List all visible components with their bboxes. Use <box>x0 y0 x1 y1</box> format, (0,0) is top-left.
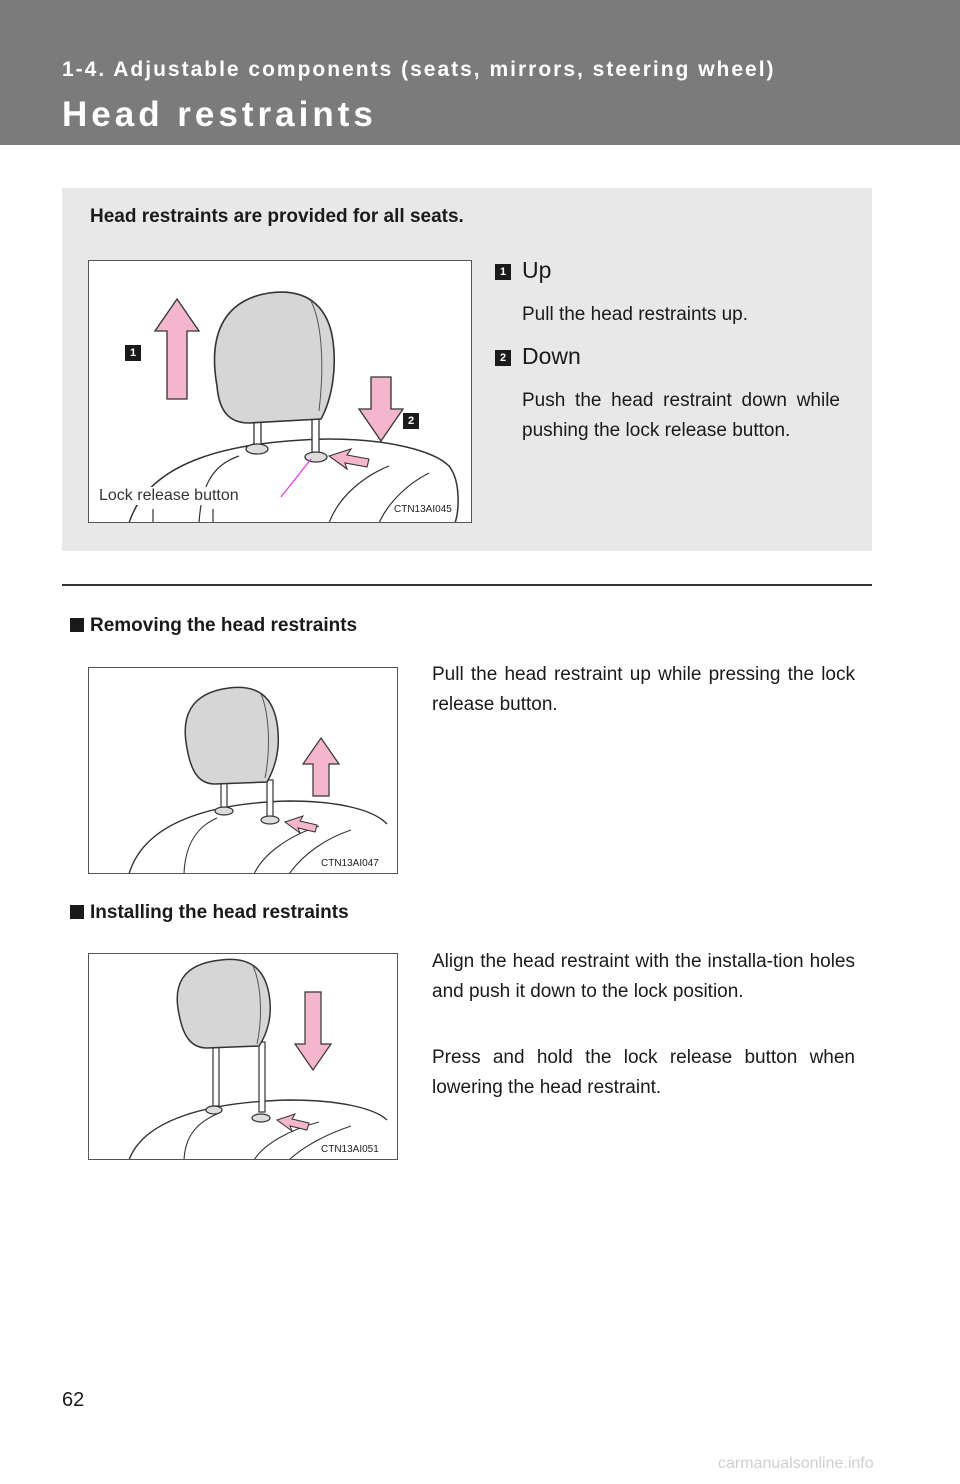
installing-text-2: Press and hold the lock release button when lowering the head restraint. <box>432 1047 855 1098</box>
head-restraint-illustration <box>89 261 472 523</box>
page-title: Head restraints <box>62 95 377 134</box>
bullet-square-icon <box>70 618 84 632</box>
figure-removing <box>88 667 398 874</box>
callout-2-badge: 2 <box>403 413 419 429</box>
heading-removing-text: Removing the head restraints <box>90 615 358 636</box>
step-2-title: Down <box>522 343 581 369</box>
figure-installing <box>88 953 398 1160</box>
step-1-description: Pull the head restraints up. <box>522 304 749 325</box>
heading-installing <box>70 902 349 924</box>
section-path: 1-4. Adjustable components (seats, mirrors, steering wheel) <box>62 58 776 81</box>
figure-code: CTN13AI045 <box>394 504 452 515</box>
removing-illustration <box>89 668 398 874</box>
step-1-title: Up <box>522 257 552 283</box>
step-2-badge: 2 <box>495 350 511 366</box>
figure-code: CTN13AI051 <box>321 1144 379 1155</box>
installing-text-1: Align the head restraint with the installa-tion holes and push it down to the lock position. <box>432 951 855 1002</box>
heading-removing <box>70 615 357 637</box>
figure-code: CTN13AI047 <box>321 858 379 869</box>
lock-release-label: Lock release button <box>99 487 239 504</box>
callout-1-badge: 1 <box>125 345 141 361</box>
step-1-badge: 1 <box>495 264 511 280</box>
step-2-description: Push the head restraint down while pushing the lock release button. <box>522 390 840 441</box>
removing-text: Pull the head restraint up while pressing the lock release button. <box>432 664 855 715</box>
bullet-square-icon <box>70 905 84 919</box>
installing-illustration <box>89 954 398 1160</box>
watermark: carmanualsonline.info <box>718 1455 874 1472</box>
section-divider <box>62 584 872 586</box>
figure-head-restraint-adjust <box>88 260 472 523</box>
intro-text: Head restraints are provided for all seats. <box>90 206 464 227</box>
heading-installing-text: Installing the head restraints <box>90 902 349 923</box>
page-number: 62 <box>62 1389 85 1411</box>
